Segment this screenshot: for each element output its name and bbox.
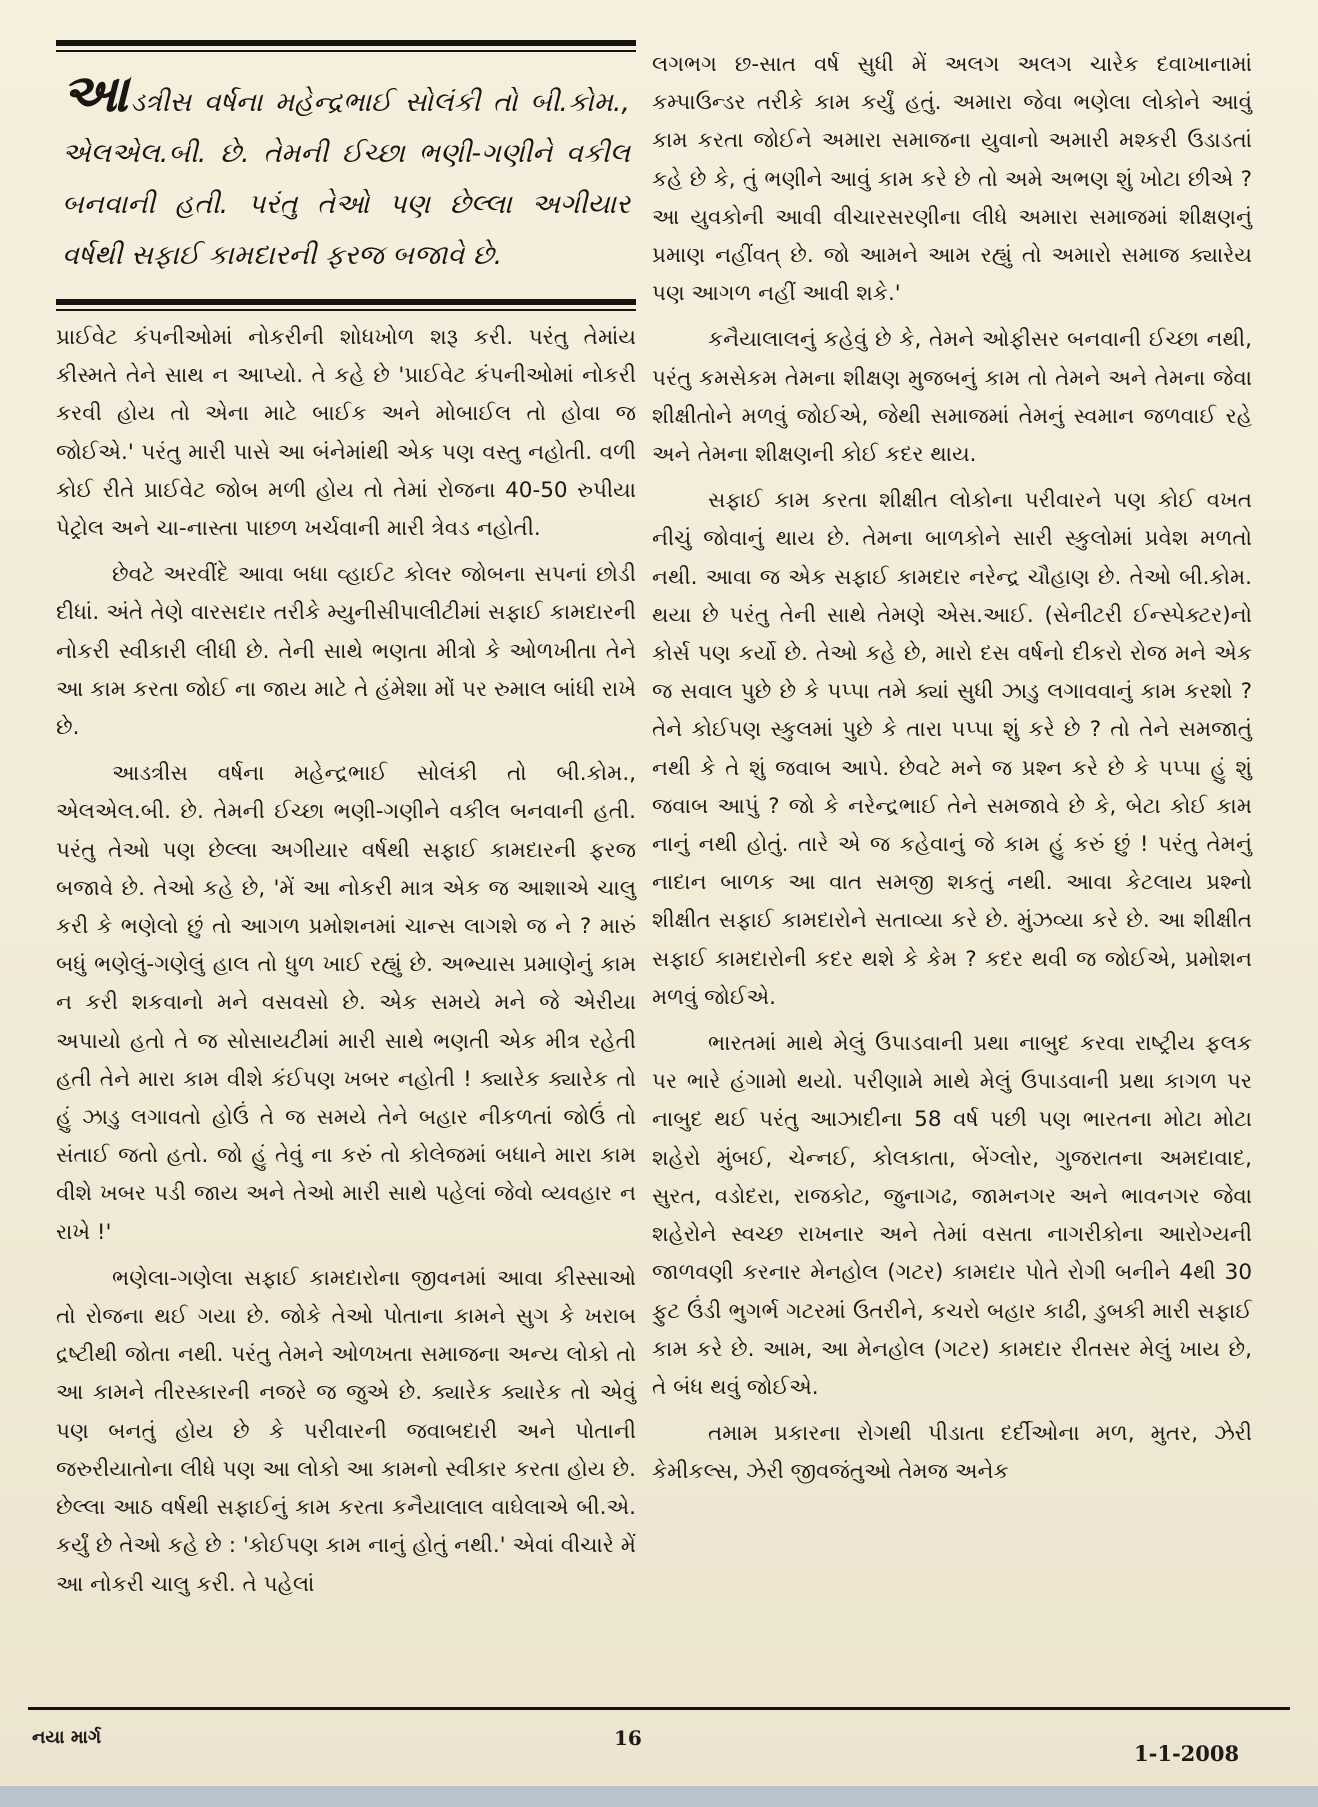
page-number: 16 xyxy=(614,1726,642,1750)
pullquote-top-rule xyxy=(56,40,636,46)
pullquote-text: ડત્રીસ વર્ષના મહેન્દ્રભાઈ સોલંકી તો બી.કોમ., એલએલ.બી. છે. તેમની ઈચ્છા ભણી-ગણીને વકીલ બનવાની હતી. પરંતુ તેઓ પણ છેલ્લા અગીયાર વર્ષથી સફાઈ કામદારની ફરજ બજાવે છે. xyxy=(62,87,630,271)
pullquote-bottom-rule-thin xyxy=(56,309,636,311)
right-paragraph-2: કનૈયાલાલનું કહેવું છે કે, તેમને ઓફીસર બનવાની ઈચ્છા નથી, પરંતુ કમસેકમ તેમના શીક્ષણ મુજબનું કામ તો તેમને અને તેમના જેવા શીક્ષીતોને મળવું જોઈએ, જેથી સમાજમાં તેમનું સ્વમાન જળવાઈ રહે અને તેમના શીક્ષણની કોઈ કદર થાય. xyxy=(652,327,1252,468)
issue-date: 1-1-2008 xyxy=(1134,1741,1240,1766)
right-paragraph-4: ભારતમાં માથે મેલું ઉપાડવાની પ્રથા નાબુદ કરવા રાષ્ટ્રીય ફલક પર ભારે હંગામો થયો. પરીણામે માથે મેલું ઉપાડવાની પ્રથા કાગળ પર નાબુદ થઈ પરંતુ આઝાદીના 58 વર્ષ પછી પણ ભારતના મોટા મોટા શહેરો મુંબઈ, ચેન્નઈ, કોલકાતા, બેંગ્લોર, ગુજરાતના અમદાવાદ, સુરત, વડોદરા, રાજકોટ, જુનાગઢ, જામનગર અને ભાવનગર જેવા શહેરોને સ્વચ્છ રાખનાર અને તેમાં વસતા નાગરીકોના આરોગ્યની જાળવણી કરનાર મેનહોલ (ગટર) કામદાર પોતે રોગી બનીને 4થી 30 ફુટ ઉંડી ભુગર્ભ ગટરમાં ઉતરીને, કચરો બહાર કાઢી, ડુબકી મારી સફાઈ કામ કરે છે. આમ, આ મેનહોલ (ગટર) કામદાર રીતસર મેલું ખાય છે, તે બંધ થવું જોઈએ. xyxy=(652,1031,1252,1400)
pullquote-bottom-rule xyxy=(56,299,636,305)
right-paragraph-5: તમામ પ્રકારના રોગથી પીડાતા દર્દીઓના મળ, મુતર, ઝેરી કેમીકલ્સ, ઝેરી જીવજંતુઓ તેમજ અનેક xyxy=(652,1421,1252,1485)
left-paragraph-1: પ્રાઈવેટ કંપનીઓમાં નોકરીની શોધખોળ શરૂ કરી. પરંતુ તેમાંય કીસ્મતે તેને સાથ ન આપ્યો. તે કહે છે 'પ્રાઈવેટ કંપનીઓમાં નોકરી કરવી હોય તો એના માટે બાઈક અને મોબાઈલ તો હોવા જ જોઈએ.' પરંતુ મારી પાસે આ બંનેમાંથી એક પણ વસ્તુ નહોતી. વળી કોઈ રીતે પ્રાઈવેટ જોબ મળી હોય તો તેમાં રોજના 40-50 રુપીયા પેટ્રોલ અને ચા-નાસ્તા પાછળ ખર્ચવાની મારી ત્રેવડ નહોતી. xyxy=(56,325,636,542)
scan-edge xyxy=(0,1786,1318,1807)
footer-rule xyxy=(28,1707,1290,1710)
pullquote xyxy=(56,64,636,281)
publication-name: નયા માર્ગ xyxy=(32,1727,102,1748)
left-paragraph-3: આડત્રીસ વર્ષના મહેન્દ્રભાઈ સોલંકી તો બી.કોમ., એલએલ.બી. છે. તેમની ઈચ્છા ભણી-ગણીને વકીલ બનવાની હતી. પરંતુ તેઓ પણ છેલ્લા અગીયાર વર્ષથી સફાઈ કામદારની ફરજ બજાવે છે. તેઓ કહે છે, 'મેં આ નોકરી માત્ર એક જ આશાએ ચાલુ કરી કે ભણેલો છું તો આગળ પ્રમોશનમાં ચાન્સ લાગશે જ ને ? મારું બધું ભણેલું-ગણેલું હાલ તો ધુળ ખાઈ રહ્યું છે. અભ્યાસ પ્રમાણેનું કામ ન કરી શકવાનો મને વસવસો છે. એક સમયે મને જે એરીયા અપાયો હતો તે જ સોસાયટીમાં મારી સાથે ભણતી એક મીત્ર રહેતી હતી તેને મારા કામ વીશે કંઈપણ ખબર નહોતી ! ક્યારેક ક્યારેક તો હું ઝાડુ લગાવતો હોઉં તે જ સમયે તેને બહાર નીકળતાં જોઉં તો સંતાઈ જતો હતો. જો હું તેવું ના કરું તો કોલેજમાં બધાને મારા કામ વીશે ખબર પડી જાય અને તેઓ મારી સાથે પહેલાં જેવો વ્યવહાર ન રાખે !' xyxy=(56,761,636,1245)
left-paragraph-2: છેવટે અરવીંદે આવા બધા વ્હાઈટ કોલર જોબના સપનાં છોડી દીધાં. અંતે તેણે વારસદાર તરીકે મ્યુનીસીપાલીટીમાં સફાઈ કામદારની નોકરી સ્વીકારી લીધી છે. તેની સાથે ભણતા મીત્રો કે ઓળખીતા તેને આ કામ કરતા જોઈ ના જાય માટે તે હંમેશા મોં પર રુમાલ બાંધી રાખે છે. xyxy=(56,562,636,741)
right-paragraph-3: સફાઈ કામ કરતા શીક્ષીત લોકોના પરીવારને પણ કોઈ વખત નીચું જોવાનું થાય છે. તેમના બાળકોને સારી સ્કુલોમાં પ્રવેશ મળતો નથી. આવા જ એક સફાઈ કામદાર નરેન્દ્ર ચૌહાણ છે. તેઓ બી.કોમ. થયા છે પરંતુ તેની સાથે તેમણે એસ.આઈ. (સેનીટરી ઈન્સ્પેક્ટર)નો કોર્સ પણ કર્યો છે. તેઓ કહે છે, મારો દસ વર્ષનો દીકરો રોજ મને એક જ સવાલ પુછે છે કે પપ્પા તમે ક્યાં સુધી ઝાડુ લગાવવાનું કામ કરશો ? તેને કોઈપણ સ્કુલમાં પુછે કે તારા પપ્પા શું કરે છે ? તો તેને સમજાતું નથી કે તે શું જવાબ આપે. છેવટે મને જ પ્રશ્ન કરે છે કે પપ્પા હું શું જવાબ આપું ? જો કે નરેન્દ્રભાઈ તેને સમજાવે છે કે, બેટા કોઈ કામ નાનું નથી હોતું. તારે એ જ કહેવાનું જે કામ હું કરું છું ! પરંતુ તેમનું નાદાન બાળક આ વાત સમજી શકતું નથી. આવા કેટલાય પ્રશ્નો શીક્ષીત સફાઈ કામદારોને સતાવ્યા કરે છે. મુંઝવ્યા કરે છે. આ શીક્ષીત સફાઈ કામદારોની કદર થશે કે કેમ ? કદર થવી જ જોઈએ, પ્રમોશન મળવું જોઈએ. xyxy=(652,488,1252,1010)
pullquote-lead-letter: આ xyxy=(62,64,129,124)
right-column xyxy=(652,46,1252,1492)
pullquote-top-rule-thin xyxy=(56,50,636,52)
left-paragraph-4: ભણેલા-ગણેલા સફાઈ કામદારોના જીવનમાં આવા કીસ્સાઓ તો રોજના થઈ ગયા છે. જોકે તેઓ પોતાના કામને સુગ કે ખરાબ દ્રષ્ટીથી જોતા નથી. પરંતુ તેમને ઓળખતા સમાજના અન્ય લોકો તો આ કામને તીરસ્કારની નજરે જ જુએ છે. ક્યારેક ક્યારેક તો એવું પણ બનતું હોય છે કે પરીવારની જવાબદારી અને પોતાની જરુરીયાતોના લીધે પણ આ લોકો આ કામનો સ્વીકાર કરતા હોય છે. છેલ્લા આઠ વર્ષથી સફાઈનું કામ કરતા કનૈયાલાલ વાઘેલાએ બી.એ. કર્યું છે તેઓ કહે છે : 'કોઈપણ કામ નાનું હોતું નથી.' એવાં વીચારે મેં આ નોકરી ચાલુ કરી. તે પહેલાં xyxy=(56,1265,636,1597)
right-paragraph-1: લગભગ છ-સાત વર્ષ સુધી મેં અલગ અલગ ચારેક દવાખાનામાં કમ્પાઉન્ડર તરીકે કામ કર્યું હતું. અમારા જેવા ભણેલા લોકોને આવું કામ કરતા જોઈને અમારા સમાજના યુવાનો અમારી મશ્કરી ઉડાડતાં કહે છે કે, તું ભણીને આવું કામ કરે છે તો અમે અભણ શું ખોટા છીએ ? આ યુવકોની આવી વીચારસરણીના લીધે અમારા સમાજમાં શીક્ષણનું પ્રમાણ નહીંવત્ છે. જો આમને આમ રહ્યું તો અમારો સમાજ ક્યારેય પણ આગળ નહીં આવી શકે.' xyxy=(652,52,1252,307)
left-column xyxy=(56,40,636,1604)
